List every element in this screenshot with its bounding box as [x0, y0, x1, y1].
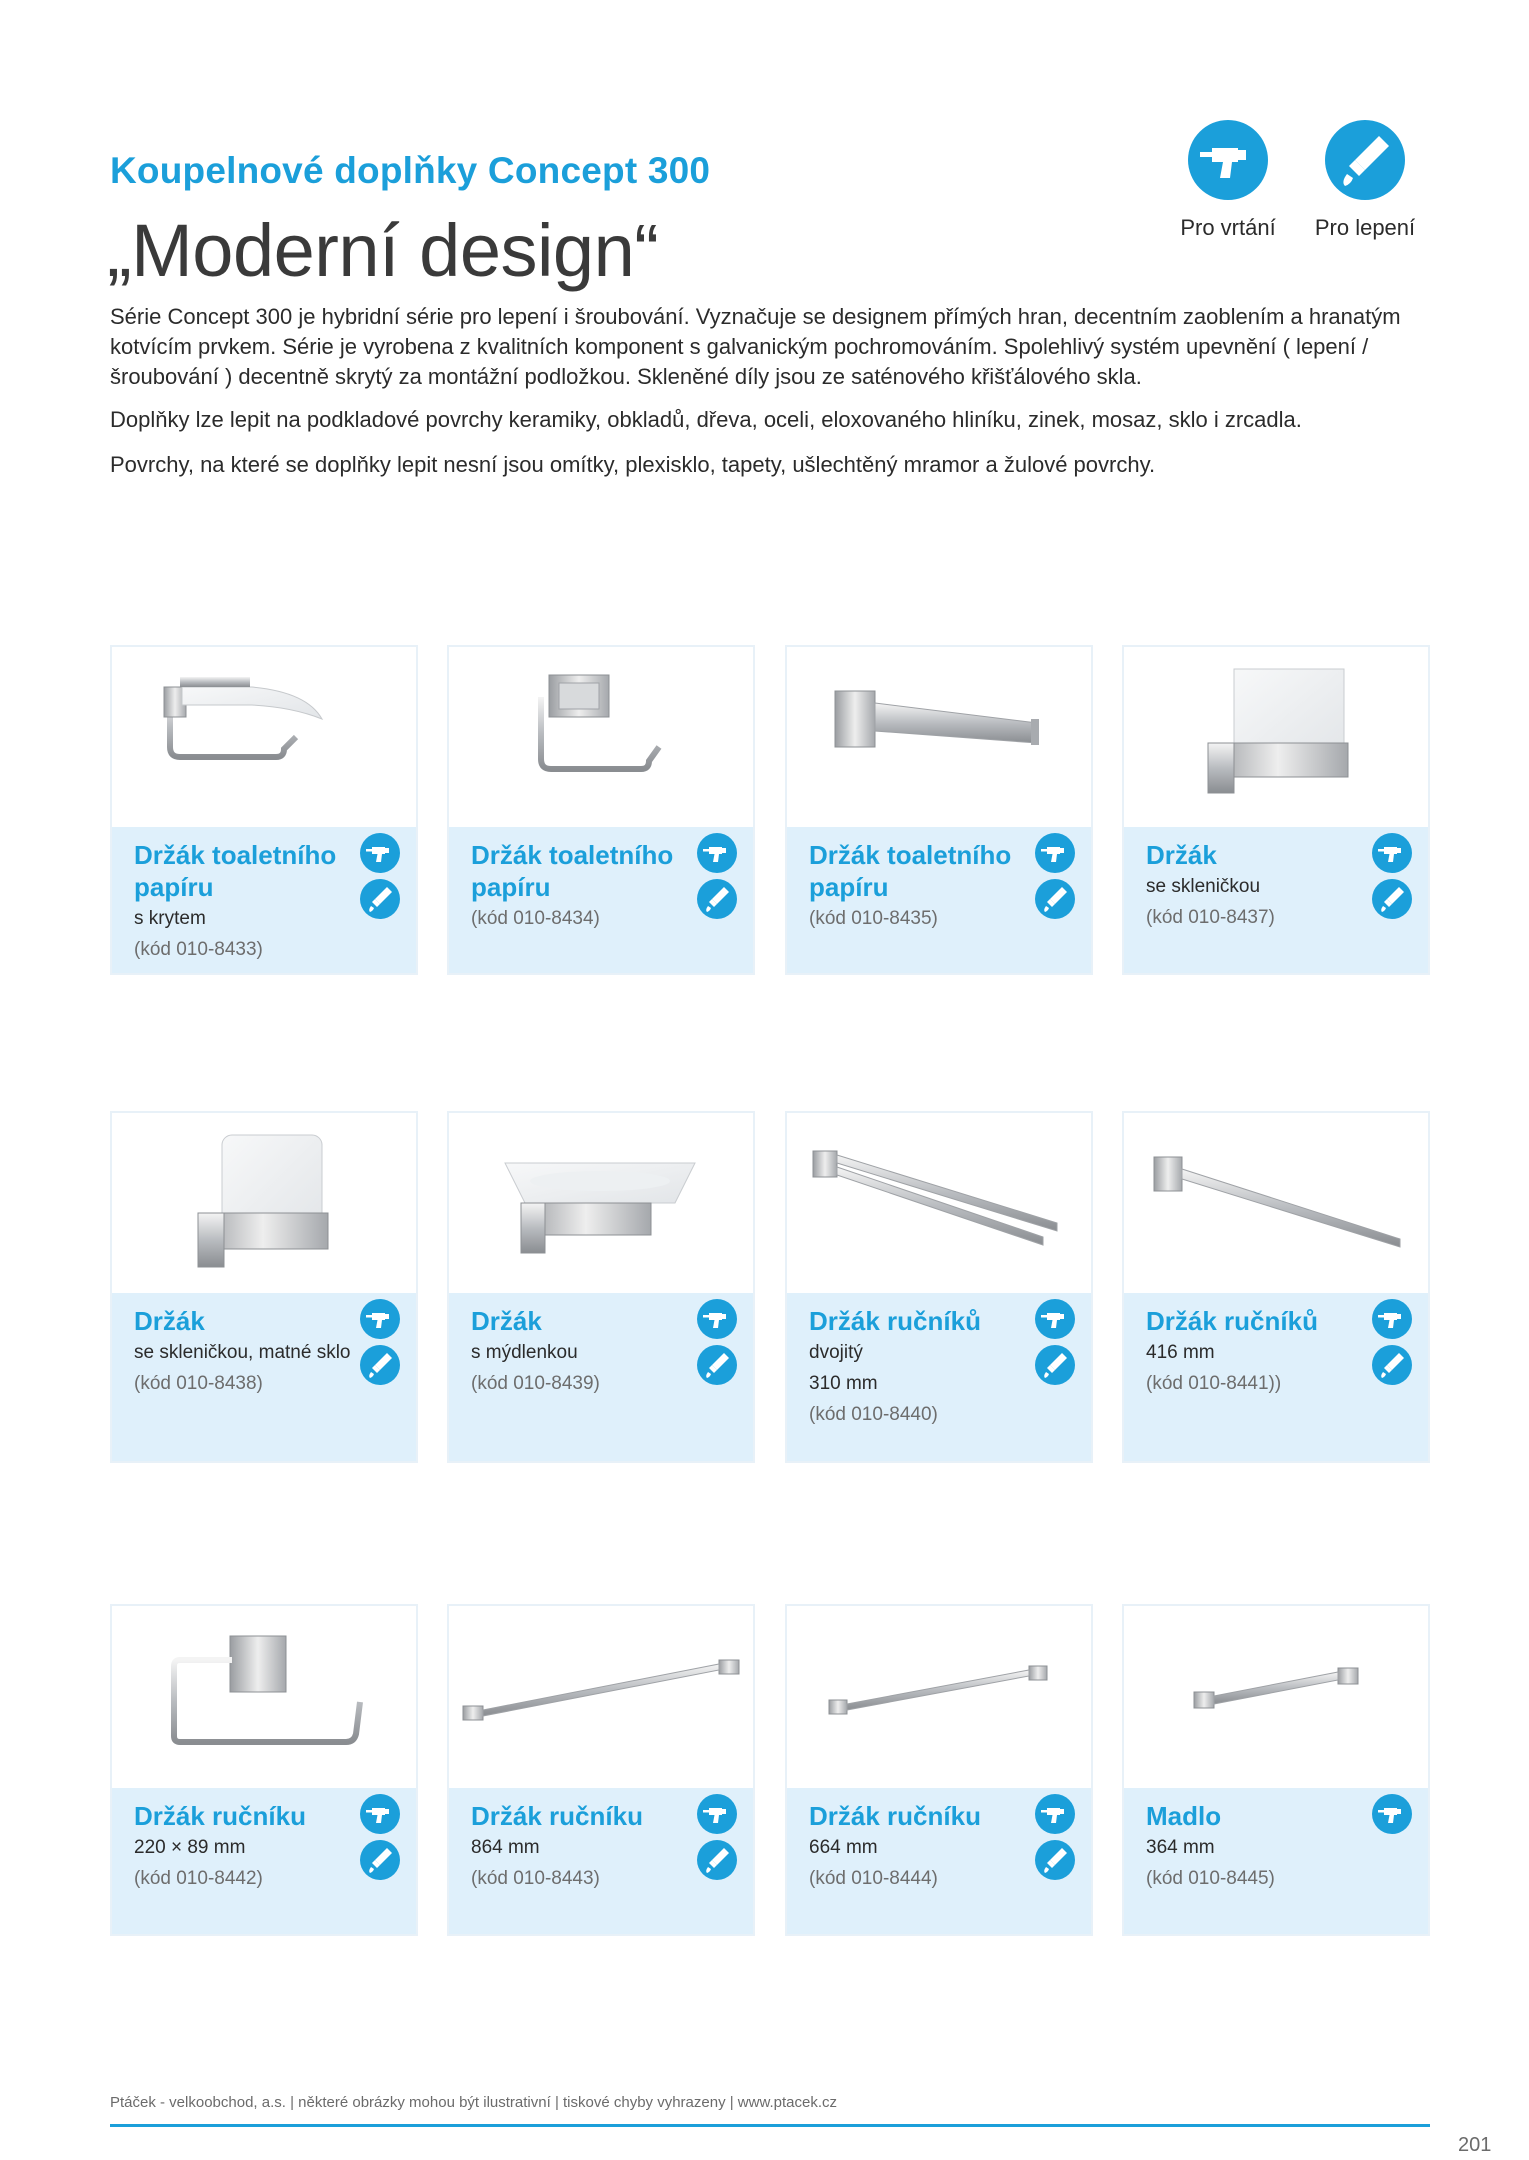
product-info [112, 827, 416, 973]
product-title: Držák ručníků [809, 1306, 981, 1336]
product-card[interactable] [447, 1111, 755, 1463]
glue-tube-icon [1035, 879, 1075, 919]
product-card[interactable] [1122, 1111, 1430, 1463]
product-image-toilet-paper-holder-bar [787, 647, 1091, 827]
drill-icon [697, 1299, 737, 1339]
product-name [1146, 839, 1366, 933]
product-detail: 664 mm [809, 1837, 878, 1858]
product-card[interactable] [110, 645, 418, 975]
product-title: Držák toaletního papíru [134, 840, 337, 902]
page-header-title: Koupelnové doplňky Concept 300 [110, 150, 711, 191]
product-detail: se skleničkou, matné sklo [134, 1342, 351, 1363]
product-name [809, 1305, 1029, 1430]
glue-tube-icon [1325, 120, 1405, 200]
product-code: (kód 010-8441)) [1146, 1373, 1282, 1394]
product-title: Držák [134, 1306, 205, 1336]
product-image-towel-ring [112, 1606, 416, 1788]
page-subtitle: „Moderní design“ [107, 209, 659, 292]
product-detail: 220 × 89 mm [134, 1837, 246, 1858]
product-code: (kód 010-8439) [471, 1373, 600, 1394]
product-card[interactable] [447, 1604, 755, 1936]
product-info [1124, 827, 1428, 973]
product-card[interactable] [110, 1604, 418, 1936]
drill-icon [360, 1299, 400, 1339]
footer-divider [110, 2124, 1430, 2127]
product-code: (kód 010-8442) [134, 1868, 263, 1889]
glue-tube-icon [1035, 1840, 1075, 1880]
product-name [471, 1800, 691, 1894]
drill-icon [360, 1794, 400, 1834]
product-detail: 364 mm [1146, 1837, 1215, 1858]
product-code: (kód 010-8434) [471, 908, 600, 929]
glue-tube-icon [1035, 1345, 1075, 1385]
product-title: Držák ručníku [134, 1801, 306, 1831]
product-detail: dvojitý [809, 1342, 863, 1363]
drill-icon [1035, 1299, 1075, 1339]
product-card[interactable] [1122, 1604, 1430, 1936]
intro-paragraph-1: Série Concept 300 je hybridní série pro lepení i šroubování. Vyznačuje se designem přímých hran, decentním zaoblením a hranatým kotvícím prvkem. Série je vyrobena z kvalitních komponent s galvanickým pochromováním. Spolehlivý systém upevnění ( lepení / šroubování ) decentně skrytý za montážní podložkou. Skleněné díly jsou ze saténového křišťálového skla. [110, 304, 1401, 389]
product-image-soap-dish [449, 1113, 753, 1293]
product-info [112, 1293, 416, 1461]
product-image-glass-holder-matte [112, 1113, 416, 1293]
page-number: 201 [1458, 2134, 1492, 2156]
product-card[interactable] [1122, 645, 1430, 975]
product-detail: se skleničkou [1146, 876, 1261, 897]
product-image-glass-holder [1124, 647, 1428, 827]
product-code: (kód 010-8438) [134, 1373, 263, 1394]
product-code: (kód 010-8444) [809, 1868, 938, 1889]
product-card[interactable] [785, 1111, 1093, 1463]
glue-tube-icon [697, 1840, 737, 1880]
product-info [449, 827, 753, 973]
glue-tube-icon [360, 1840, 400, 1880]
product-info [787, 1293, 1091, 1461]
glue-tube-icon [360, 879, 400, 919]
drill-icon [697, 833, 737, 873]
product-code: (kód 010-8435) [809, 908, 938, 929]
glue-tube-icon [697, 1345, 737, 1385]
product-info [112, 1788, 416, 1934]
product-title: Držák ručníků [1146, 1306, 1318, 1336]
product-title: Držák [471, 1306, 542, 1336]
product-info [787, 827, 1091, 973]
product-name [471, 839, 691, 934]
glue-tube-icon [360, 1345, 400, 1385]
product-info [1124, 1788, 1428, 1934]
product-title: Držák ručníku [471, 1801, 643, 1831]
product-code: (kód 010-8440) [809, 1404, 938, 1425]
product-name [1146, 1305, 1366, 1399]
drill-icon [360, 833, 400, 873]
product-title: Držák toaletního papíru [809, 840, 1012, 902]
product-info [1124, 1293, 1428, 1461]
product-detail: 864 mm [471, 1837, 540, 1858]
product-detail: s mýdlenkou [471, 1342, 578, 1363]
legend-drill [1168, 120, 1288, 241]
product-card[interactable] [785, 1604, 1093, 1936]
product-name [471, 1305, 691, 1399]
glue-tube-icon [1372, 1345, 1412, 1385]
legend-glue-label: Pro lepení [1314, 215, 1416, 240]
product-image-grab-bar [1124, 1606, 1428, 1788]
product-title: Držák [1146, 840, 1217, 870]
product-image-toilet-paper-holder [449, 647, 753, 827]
product-name [134, 1800, 354, 1894]
intro-paragraph-2: Doplňky lze lepit na podkladové povrchy keramiky, obkladů, dřeva, oceli, eloxovaného hliníku, zinek, mosaz, sklo i zrcadla. [110, 407, 1302, 432]
product-name [134, 1305, 354, 1399]
glue-tube-icon [1372, 879, 1412, 919]
legend-drill-label: Pro vrtání [1180, 215, 1276, 240]
product-info [787, 1788, 1091, 1934]
drill-icon [697, 1794, 737, 1834]
product-card[interactable] [110, 1111, 418, 1463]
product-image-towel-bar-664 [787, 1606, 1091, 1788]
drill-icon [1188, 120, 1268, 200]
product-code: (kód 010-8443) [471, 1868, 600, 1889]
product-info [449, 1788, 753, 1934]
product-name [1146, 1800, 1366, 1894]
footer-text: Ptáček - velkoobchod, a.s. | některé obrázky mohou být ilustrativní | tiskové chyby vyhrazeny | www.ptacek.cz [110, 2094, 838, 2111]
product-image-towel-bar-864 [449, 1606, 753, 1788]
intro-paragraph-3: Povrchy, na které se doplňky lepit nesní jsou omítky, plexisklo, tapety, ušlechtěný mramor a žulové povrchy. [110, 452, 1156, 477]
product-title: Držák ručníku [809, 1801, 981, 1831]
product-detail: 310 mm [809, 1373, 878, 1394]
product-card[interactable] [447, 645, 755, 975]
product-card[interactable] [785, 645, 1093, 975]
drill-icon [1372, 1299, 1412, 1339]
product-image-toilet-paper-holder-cover [112, 647, 416, 827]
product-code: (kód 010-8437) [1146, 907, 1275, 928]
glue-tube-icon [697, 879, 737, 919]
product-name [134, 839, 354, 965]
drill-icon [1372, 1794, 1412, 1834]
product-title: Madlo [1146, 1801, 1222, 1831]
drill-icon [1035, 1794, 1075, 1834]
drill-icon [1035, 833, 1075, 873]
drill-icon [1372, 833, 1412, 873]
product-detail: 416 mm [1146, 1342, 1215, 1363]
product-image-towel-holder-single [1124, 1113, 1428, 1293]
legend-glue [1305, 120, 1425, 241]
product-code: (kód 010-8433) [134, 939, 263, 960]
product-name [809, 839, 1029, 934]
product-code: (kód 010-8445) [1146, 1868, 1275, 1889]
product-image-double-towel-holder [787, 1113, 1091, 1293]
product-detail: s krytem [134, 908, 206, 929]
product-name [809, 1800, 1029, 1894]
product-title: Držák toaletního papíru [471, 840, 674, 902]
product-info [449, 1293, 753, 1461]
